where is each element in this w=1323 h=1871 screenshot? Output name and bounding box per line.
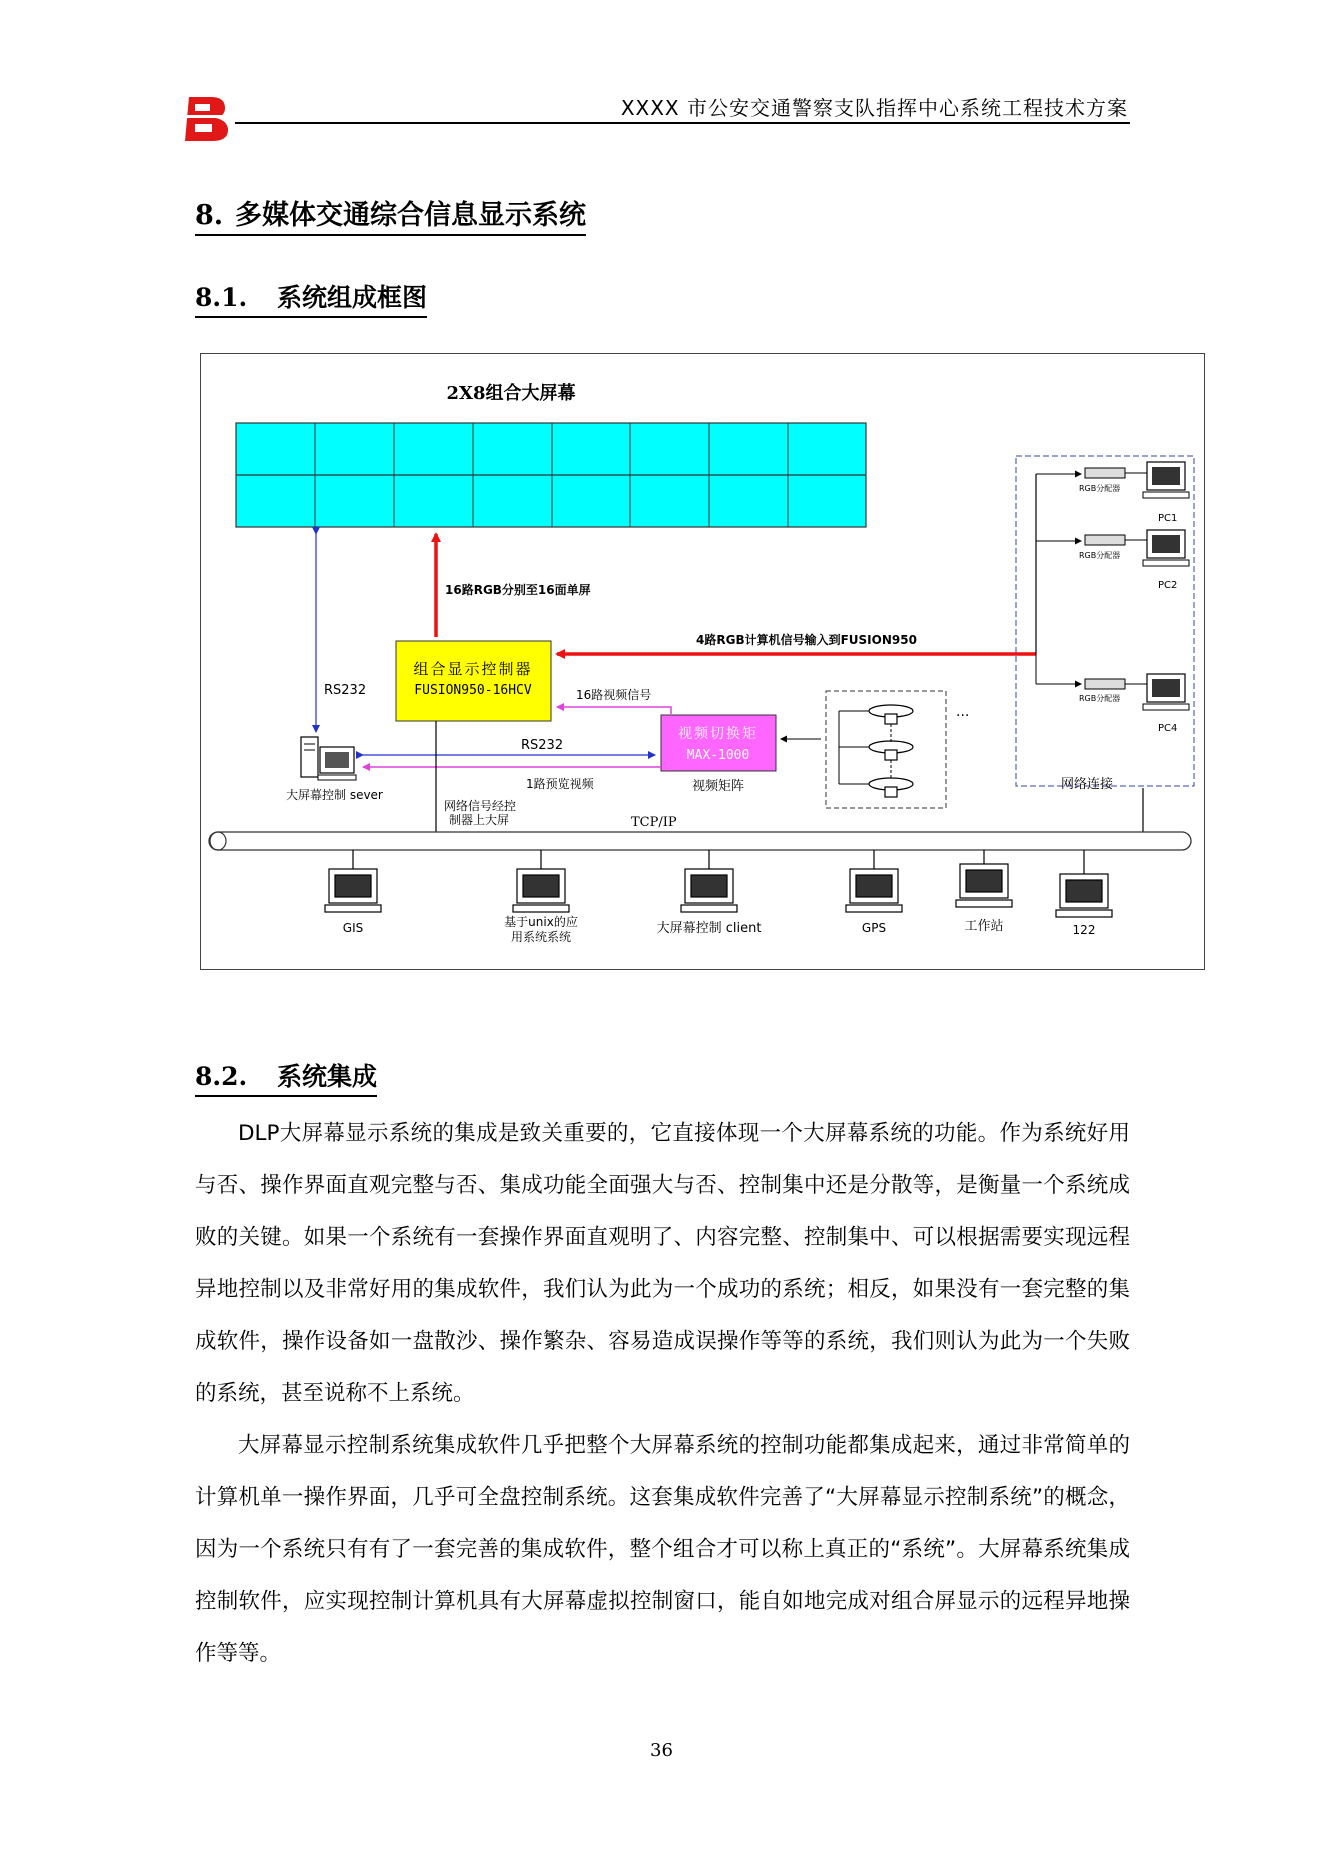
pc4-label: PC4	[1158, 723, 1178, 734]
splitter-label-3: RGB分配器	[1079, 694, 1121, 703]
splitter-label-2: RGB分配器	[1079, 551, 1121, 560]
camera-group	[826, 691, 946, 808]
video-signal-arrow	[557, 707, 671, 714]
terminal-client: 大屏幕控制 client	[656, 921, 762, 936]
system-block-diagram	[200, 353, 1205, 970]
section-title: 多媒体交通综合信息显示系统	[235, 200, 586, 231]
preview-label: 1路预览视频	[526, 777, 594, 791]
rs232-left-label: RS232	[324, 683, 367, 698]
screen-title: 2X8组合大屏幕	[446, 383, 576, 404]
matrix-line1: 视频切换矩	[678, 726, 758, 742]
network-connect-label: 网络连接	[1061, 777, 1114, 792]
terminal-unix-line2: 用系统系统	[510, 930, 572, 944]
video-wall	[236, 423, 866, 527]
net-signal-line1: 网络信号经控	[444, 799, 517, 813]
tcpip-bus	[209, 832, 1191, 850]
section-number: 8.	[195, 200, 224, 231]
terminal-122: 122	[1072, 923, 1096, 937]
terminal-unix-line1: 基于unix的应	[504, 915, 578, 929]
pc2-label: PC2	[1158, 580, 1178, 591]
rs232-mid-label: RS232	[521, 738, 564, 753]
terminal-gis: GIS	[342, 921, 364, 935]
subsection-number-1: 8.1.	[195, 283, 248, 312]
subsection-heading-2	[195, 1057, 377, 1097]
controller-line1: 组合显示控制器	[413, 660, 533, 678]
pc-network-group	[1016, 456, 1194, 786]
subsection-heading-1	[195, 278, 427, 318]
subsection-title-1: 系统组成框图	[277, 283, 428, 312]
subsection-title-2: 系统集成	[277, 1062, 378, 1091]
video-signal-label: 16路视频信号	[576, 688, 652, 702]
net-signal-line2: 制器上大屏	[449, 813, 510, 827]
matrix-line2: MAX-1000	[686, 748, 750, 763]
server-label: 大屏幕控制 sever	[286, 788, 383, 802]
rgb4-label: 4路RGB计算机信号输入到FUSION950	[696, 633, 917, 647]
controller-line2: FUSION950-16HCV	[414, 683, 532, 698]
more-cameras-dots: ...	[956, 704, 970, 720]
paragraph-1: DLP大屏幕显示系统的集成是致关重要的，它直接体现一个大屏幕系统的功能。作为系统好用与否、操作界面直观完整与否、集成功能全面强大与否、控制集中还是分散等，是衡量一个系统成败的关键。如果一个系统有一套操作界面直观明了、内容完整、控制集中、可以根据需要实现远程异地控制以及非常好用的集成软件，我们认为此为一个成功的系统；相反，如果没有一套完整的集成软件，操作设备如一盘散沙、操作繁杂、容易造成误操作等等的系统，我们则认为此为一个失败的系统，甚至说称不上系统。	[195, 1121, 1130, 1406]
terminal-gps: GPS	[861, 921, 887, 935]
pc1-label: PC1	[1158, 513, 1178, 524]
bus-label: TCP/IP	[631, 815, 677, 830]
terminal-computers	[325, 850, 1112, 917]
display-controller	[396, 641, 551, 721]
terminal-workstation: 工作站	[964, 919, 1004, 934]
server-computer-icon	[301, 737, 356, 780]
paragraph-2: 大屏幕显示控制系统集成软件几乎把整个大屏幕系统的控制功能都集成起来，通过非常简单的计算机单一操作界面，几乎可全盘控制系统。这套集成软件完善了“大屏幕显示控制系统”的概念，因为一个系统只有有了一套完善的集成软件，整个组合才可以称上真正的“系统”。大屏幕系统集成控制软件，应实现控制计算机具有大屏幕虚拟控制窗口，能自如地完成对组合屏显示的远程异地操作等等。	[195, 1433, 1130, 1666]
matrix-caption: 视频矩阵	[691, 779, 745, 794]
header-divider	[235, 122, 1130, 124]
page-number: 36	[650, 1740, 673, 1761]
company-logo	[185, 95, 231, 143]
rgb16-label: 16路RGB分别至16面单屏	[445, 583, 591, 597]
section-heading	[195, 193, 586, 236]
subsection-number-2: 8.2.	[195, 1062, 248, 1091]
splitter-label-1: RGB分配器	[1079, 484, 1121, 493]
header-title: XXXX 市公安交通警察支队指挥中心系统工程技术方案	[620, 96, 1128, 120]
